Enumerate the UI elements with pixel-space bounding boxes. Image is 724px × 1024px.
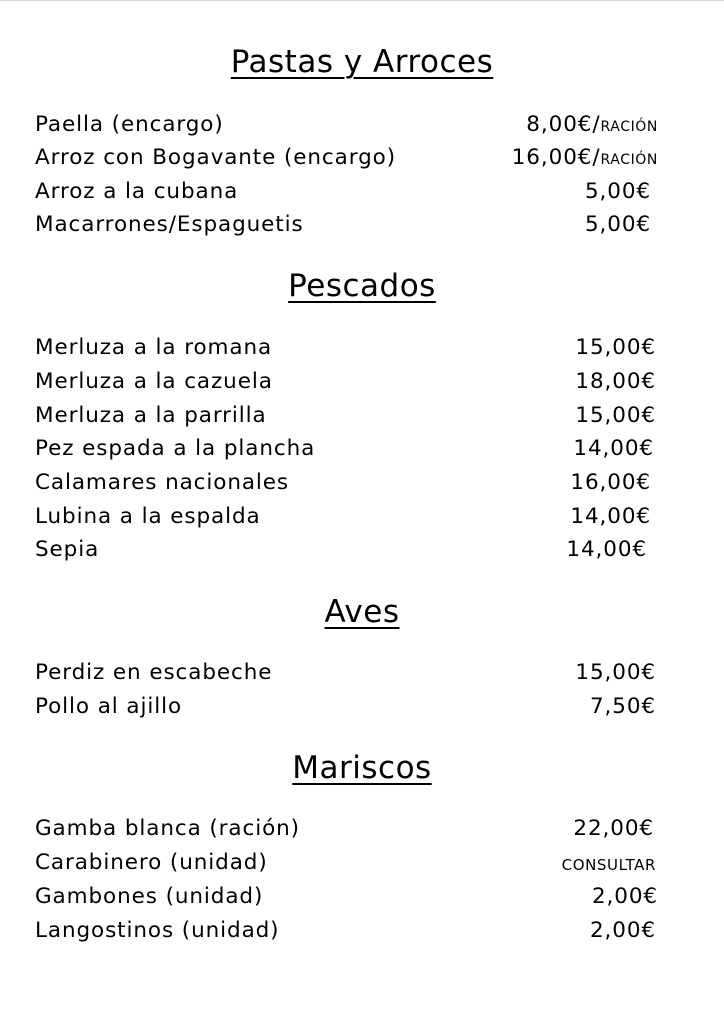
menu-item-name: Merluza a la romana <box>35 335 273 360</box>
menu-item-name: Gamba blanca (ración) <box>35 816 300 841</box>
menu-item-price: 5,00€ <box>584 179 651 204</box>
menu-item-price: 18,00€ <box>575 369 656 394</box>
menu-item-name: Sepia <box>35 537 100 562</box>
menu-item-name: Merluza a la parrilla <box>35 403 267 428</box>
menu-item-price: 15,00€ <box>575 660 656 685</box>
menu-item-name: Calamares nacionales <box>35 470 290 495</box>
menu-item-price: 15,00€ <box>575 403 656 428</box>
menu-item-name: Arroz con Bogavante (encargo) <box>35 145 396 170</box>
section-title-mariscos: Mariscos <box>292 750 432 786</box>
menu-item-name: Gambones (unidad) <box>35 884 264 909</box>
page-top-border <box>0 0 724 1</box>
menu-item-price: 5,00€ <box>584 212 651 237</box>
menu-item-price: 2,00€ <box>589 918 656 943</box>
menu-item-price: 16,00€ <box>570 470 651 495</box>
menu-item-name: Arroz a la cubana <box>35 179 239 204</box>
section-title-aves: Aves <box>324 594 400 630</box>
menu-item-name: Pollo al ajillo <box>35 694 182 719</box>
menu-item-price: 16,00€/RACIÓN <box>511 145 658 170</box>
menu-item-name: Perdiz en escabeche <box>35 660 273 685</box>
menu-item-name: Langostinos (unidad) <box>35 918 280 943</box>
menu-item-price: CONSULTAR <box>561 856 656 874</box>
menu-item-price: 22,00€ <box>573 816 654 841</box>
menu-item-price: 15,00€ <box>575 335 656 360</box>
menu-item-price: 14,00€ <box>566 537 647 562</box>
menu-item-price: 8,00€/RACIÓN <box>526 112 658 137</box>
menu-item-name: Merluza a la cazuela <box>35 369 273 394</box>
menu-item-name: Lubina a la espalda <box>35 504 261 529</box>
menu-item-name: Pez espada a la plancha <box>35 436 316 461</box>
menu-item-price: 7,50€ <box>589 694 656 719</box>
menu-item-price: 14,00€ <box>573 436 654 461</box>
section-title-pescados: Pescados <box>288 268 436 304</box>
menu-item-price: 2,00€ <box>591 884 658 909</box>
menu-item-name: Carabinero (unidad) <box>35 850 268 875</box>
menu-item-price: 14,00€ <box>570 504 651 529</box>
section-title-pastas-y-arroces: Pastas y Arroces <box>230 44 494 80</box>
menu-item-name: Macarrones/Espaguetis <box>35 212 304 237</box>
menu-item-name: Paella (encargo) <box>35 112 224 137</box>
